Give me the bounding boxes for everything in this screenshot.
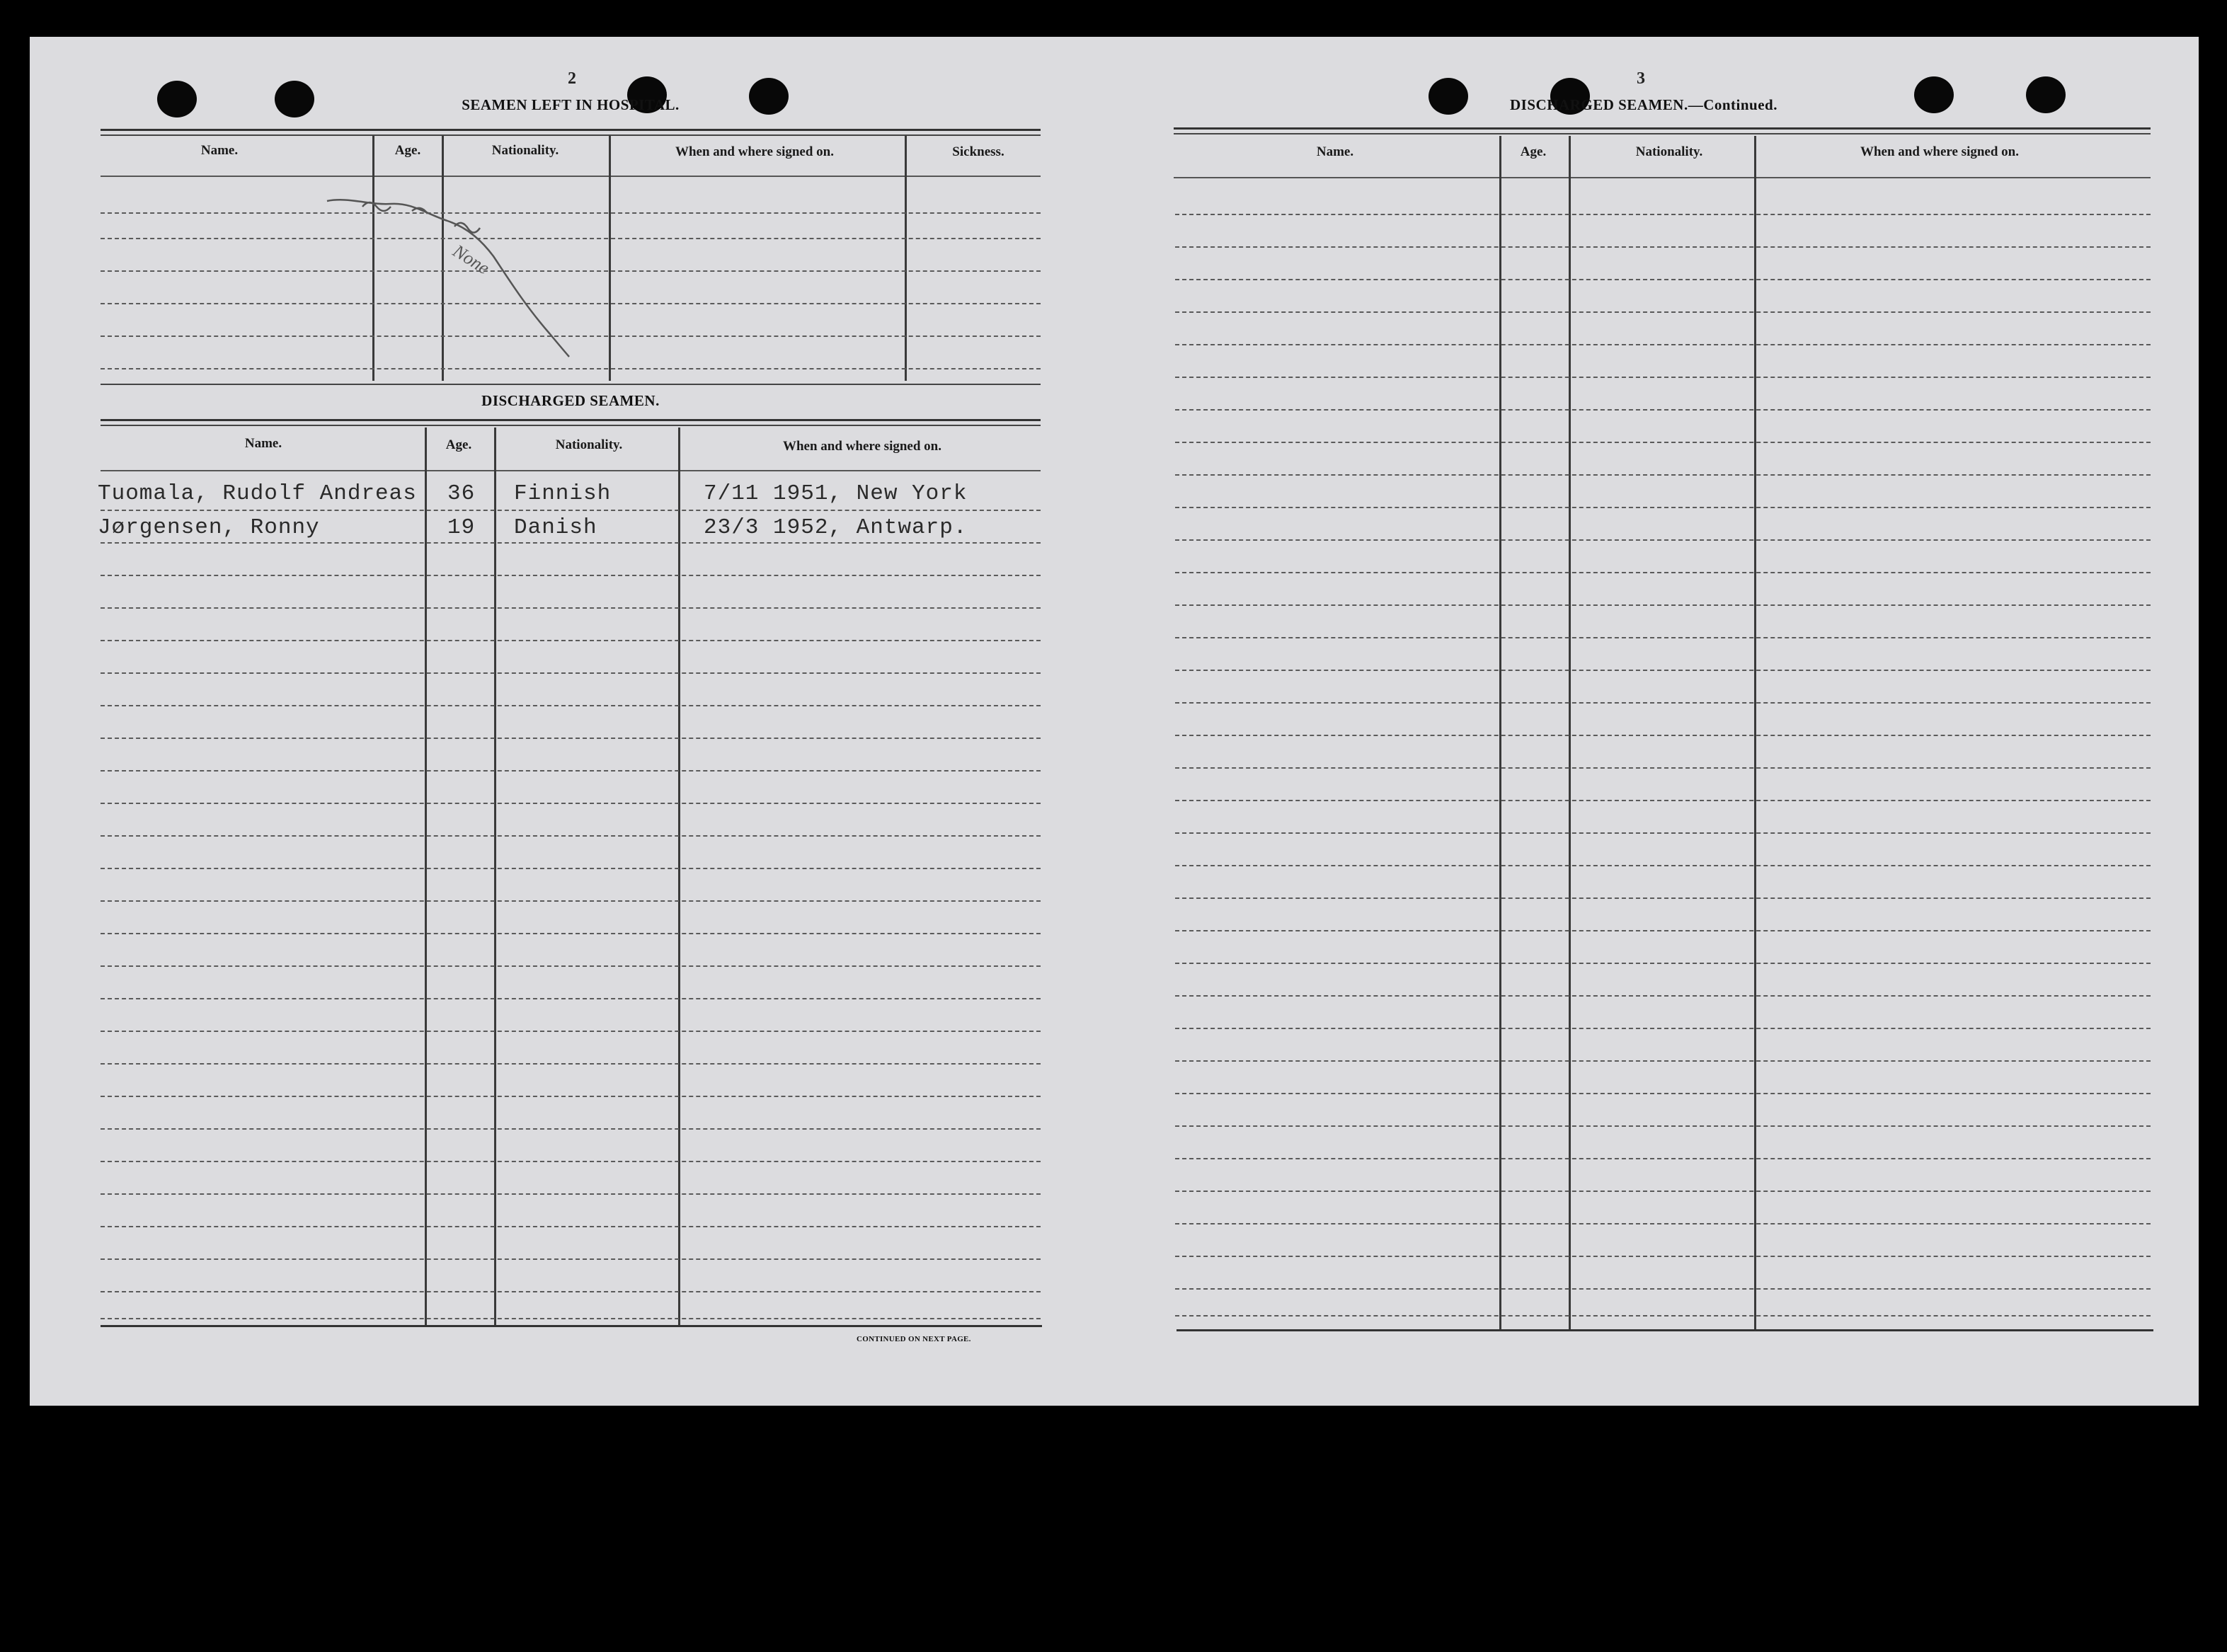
entry-line [1175, 344, 2151, 345]
rule [101, 419, 1041, 421]
entry-line [101, 1096, 1041, 1097]
seaman-name: Jørgensen, Ronny [98, 515, 320, 540]
entry-line [101, 640, 1041, 641]
entry-line [1175, 670, 2151, 671]
continued-header-signed-on: When and where signed on. [1860, 144, 2020, 159]
rule [101, 1325, 1042, 1327]
hospital-header-name: Name. [200, 143, 239, 158]
entry-line [101, 542, 1041, 544]
entry-line [1175, 637, 2151, 638]
hospital-section-title: SEAMEN LEFT IN HOSPITAL. [462, 96, 680, 113]
continued-header-age: Age. [1520, 144, 1547, 159]
rule [101, 425, 1041, 426]
handwritten-none-mark [30, 37, 2199, 1406]
entry-line [1175, 1288, 2151, 1290]
entry-line [101, 998, 1041, 999]
hospital-header-nationality: Nationality. [491, 143, 559, 158]
hospital-header-sickness: Sickness. [952, 144, 1004, 159]
entry-line [101, 1226, 1041, 1227]
column-divider [1569, 136, 1571, 1331]
entry-line [101, 1161, 1041, 1162]
rule [1174, 127, 2151, 130]
entry-line [101, 1318, 1041, 1319]
rule [101, 470, 1041, 471]
entry-line [1175, 1256, 2151, 1257]
entry-line [1175, 409, 2151, 411]
seaman-name: Tuomala, Rudolf Andreas [98, 481, 417, 506]
hospital-header-age: Age. [394, 143, 421, 158]
entry-line [101, 575, 1041, 576]
entry-line [1175, 1223, 2151, 1224]
discharged-header-name: Name. [244, 436, 282, 451]
entry-line [101, 1258, 1041, 1260]
entry-line [101, 770, 1041, 771]
entry-line [101, 705, 1041, 706]
column-divider [678, 428, 680, 1326]
column-divider [425, 428, 427, 1326]
entry-line [101, 803, 1041, 804]
entry-line [1175, 767, 2151, 769]
entry-line [1175, 1125, 2151, 1127]
seaman-nationality: Finnish [514, 481, 612, 506]
seaman-signed-on: 23/3 1952, Antwarp. [704, 515, 968, 540]
entry-line [1175, 702, 2151, 704]
entry-line [1175, 311, 2151, 313]
entry-line [101, 835, 1041, 837]
discharged-section-title: DISCHARGED SEAMEN. [481, 392, 660, 409]
entry-line [101, 672, 1041, 674]
discharged-header-age: Age. [445, 437, 472, 452]
continued-footer-bottom: CONTINUED ON NEXT PAGE. [857, 1335, 971, 1343]
entry-line [1175, 865, 2151, 866]
discharged-header-nationality: Nationality. [555, 437, 623, 452]
entry-line [1175, 1093, 2151, 1094]
discharged-continued-title: DISCHARGED SEAMEN.—Continued. [1510, 96, 1777, 113]
hospital-header-signed-on: When and where signed on. [675, 144, 835, 159]
continued-header-nationality: Nationality. [1635, 144, 1703, 159]
entry-line [101, 738, 1041, 739]
entry-line [101, 1193, 1041, 1195]
entry-line [1175, 800, 2151, 801]
hospital-note: None [449, 240, 493, 279]
entry-line [1175, 246, 2151, 248]
discharged-header-signed-on: When and where signed on. [782, 439, 942, 454]
entry-line [1175, 279, 2151, 280]
entry-line [1175, 214, 2151, 215]
entry-line [1175, 572, 2151, 573]
entry-line [1175, 539, 2151, 541]
entry-line [101, 933, 1041, 934]
continued-header-name: Name. [1316, 144, 1354, 159]
entry-line [101, 868, 1041, 869]
seaman-age: 19 [447, 515, 476, 540]
entry-line [1175, 507, 2151, 508]
entry-line [101, 510, 1041, 511]
entry-line [1175, 442, 2151, 443]
column-divider [1754, 136, 1756, 1331]
rule [1174, 177, 2151, 178]
entry-line [1175, 930, 2151, 931]
entry-line [1175, 377, 2151, 378]
entry-line [101, 1128, 1041, 1130]
entry-line [1175, 1315, 2151, 1317]
entry-line [1175, 963, 2151, 964]
entry-line [101, 1031, 1041, 1032]
column-divider [494, 428, 496, 1326]
column-divider [1499, 136, 1501, 1331]
entry-line [1175, 995, 2151, 997]
entry-line [1175, 897, 2151, 899]
entry-line [1175, 1028, 2151, 1029]
rule [1174, 133, 2151, 134]
entry-line [101, 607, 1041, 609]
entry-line [1175, 832, 2151, 834]
entry-line [1175, 604, 2151, 606]
entry-line [1175, 735, 2151, 736]
seaman-age: 36 [447, 481, 476, 506]
entry-line [1175, 1060, 2151, 1062]
entry-line [101, 1063, 1041, 1065]
document-sheet [30, 37, 2199, 1406]
entry-line [1175, 474, 2151, 476]
entry-line [101, 900, 1041, 902]
page-number-right: 3 [1637, 69, 1645, 88]
rule [1177, 1329, 2153, 1331]
seaman-signed-on: 7/11 1951, New York [704, 481, 968, 506]
entry-line [101, 965, 1041, 967]
entry-line [101, 1291, 1041, 1292]
entry-line [1175, 1191, 2151, 1192]
page-number-left: 2 [568, 69, 576, 88]
entry-line [1175, 1158, 2151, 1159]
seaman-nationality: Danish [514, 515, 597, 540]
